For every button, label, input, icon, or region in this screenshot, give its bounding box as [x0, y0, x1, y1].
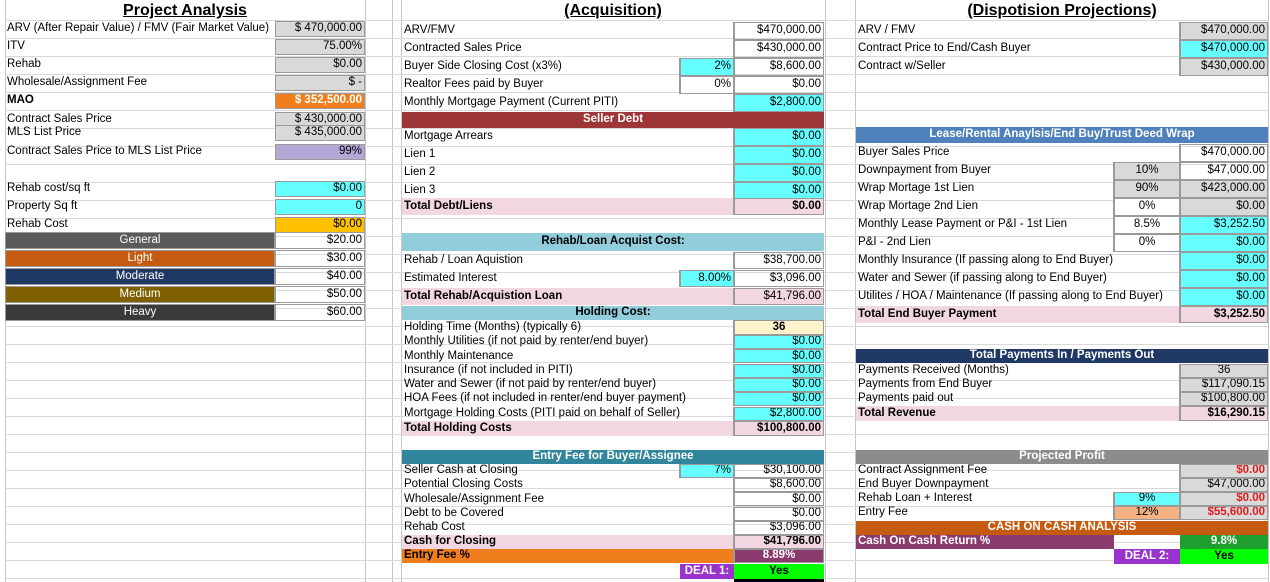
acq-insurance-value[interactable]: $0.00	[734, 364, 824, 378]
rehab-cost-value[interactable]: $0.00	[275, 217, 365, 233]
acq-rc-value[interactable]: $3,096.00	[734, 521, 824, 535]
disp-cocr-label: Cash On Cash Return %	[856, 535, 1114, 549]
disp-cocr-value[interactable]: 9.8%	[1180, 535, 1268, 549]
disp-cws-label: Contract w/Seller	[856, 58, 1180, 76]
disp-bsp-label: Buyer Sales Price	[856, 144, 1180, 162]
analysis-mao-value[interactable]: $ 352,500.00	[275, 93, 365, 109]
acq-utilities-label: Monthly Utilities (if not paid by renter/end buyer)	[402, 335, 734, 349]
analysis-rehab-label: Rehab	[7, 58, 41, 71]
disp-pfeb-value[interactable]: $117,090.15	[1180, 378, 1268, 392]
acq-realtor-label: Realtor Fees paid by Buyer	[402, 76, 680, 94]
deal2-label: DEAL 2:	[1114, 549, 1180, 564]
analysis-arv-value[interactable]: $ 470,000.00	[275, 21, 365, 37]
disp-w2-label: Wrap Mortage 2nd Lien	[856, 198, 1114, 216]
rehab-sqft-label: Rehab cost/sq ft	[7, 182, 91, 195]
disp-tebp-label: Total End Buyer Payment	[856, 306, 1180, 323]
acq-utilities-value[interactable]: $0.00	[734, 335, 824, 349]
acq-arv-value[interactable]: $470,000.00	[734, 22, 824, 40]
acq-bscc-value[interactable]: $8,600.00	[734, 58, 824, 76]
rehab-level-heavy: Heavy	[5, 304, 275, 321]
rehab-level-light-value: $30.00	[275, 250, 365, 267]
disp-cp-label: Contract Price to End/Cash Buyer	[856, 40, 1180, 58]
deal2-value[interactable]: Yes	[1180, 549, 1268, 564]
disp-dp-pct[interactable]: 10%	[1114, 162, 1180, 180]
acq-mortgage-value[interactable]: $2,800.00	[734, 94, 824, 112]
analysis-mls-value[interactable]: $ 435,000.00	[275, 125, 365, 141]
payments-header: Total Payments In / Payments Out	[856, 349, 1268, 363]
acq-csp-label: Contracted Sales Price	[402, 40, 734, 58]
entry-header: Entry Fee for Buyer/Assignee	[402, 450, 824, 464]
acq-total_hold-label: Total Holding Costs	[402, 421, 734, 436]
acq-water-value[interactable]: $0.00	[734, 378, 824, 392]
rehab-level-moderate: Moderate	[5, 268, 275, 285]
disp-ebd-value[interactable]: $47,000.00	[1180, 478, 1268, 492]
acq-total_rehab-value[interactable]: $41,796.00	[734, 288, 824, 305]
rehab-level-light: Light	[5, 250, 275, 267]
seller-debt-header: Seller Debt	[402, 112, 824, 128]
disp-pi2-value[interactable]: $0.00	[1180, 234, 1268, 252]
acq-interest-label: Estimated Interest	[402, 270, 680, 287]
deal1-value[interactable]: Yes	[734, 564, 824, 579]
disp-pfeb-label: Payments from End Buyer	[856, 378, 1180, 392]
rehab-level-medium-value: $50.00	[275, 286, 365, 303]
disp-rli-pct[interactable]: 9%	[1114, 492, 1180, 506]
acq-mhc-label: Mortgage Holding Costs (PITI paid on behalf of Seller)	[402, 407, 734, 421]
disp-pi2-label: P&I - 2nd Lien	[856, 234, 1114, 252]
disp-ebd-label: End Buyer Downpayment	[856, 478, 1180, 492]
analysis-ltv-label: ITV	[7, 40, 25, 53]
disp-ws-value[interactable]: $0.00	[1180, 270, 1268, 288]
rehab-cost-label: Rehab Cost	[7, 218, 68, 231]
acq-arrears-value[interactable]: $0.00	[734, 128, 824, 146]
disp-w2-pct[interactable]: 0%	[1114, 198, 1180, 216]
rehab-level-general-value: $20.00	[275, 232, 365, 249]
rehab-sqft-value[interactable]: $0.00	[275, 181, 365, 197]
acq-insurance-label: Insurance (if not included in PITI)	[402, 364, 734, 378]
acq-mortgage-label: Monthly Mortgage Payment (Current PITI)	[402, 94, 734, 112]
disp-caf-value[interactable]: $0.00	[1180, 464, 1268, 478]
sqft-label: Property Sq ft	[7, 200, 78, 213]
disp-bsp-value[interactable]: $470,000.00	[1180, 144, 1268, 162]
acquisition-title: (Acquisition)	[564, 2, 662, 19]
acq-rehab_loan-label: Rehab / Loan Aquistion	[402, 252, 734, 269]
acq-mhc-value[interactable]: $2,800.00	[734, 407, 824, 421]
disp-pi2-pct[interactable]: 0%	[1114, 234, 1180, 252]
acq-rc-label: Rehab Cost	[402, 521, 734, 535]
acq-realtor-pct[interactable]: 0%	[680, 76, 734, 94]
analysis-title: Project Analysis	[123, 2, 247, 19]
disp-arv-value[interactable]: $470,000.00	[1180, 22, 1268, 40]
disp-util-label: Utilites / HOA / Maintenance (If passing along to End Buyer)	[856, 288, 1180, 306]
disp-arv-label: ARV / FMV	[856, 22, 1180, 40]
rehab-level-medium: Medium	[5, 286, 275, 303]
disp-dp-label: Downpayment from Buyer	[856, 162, 1114, 180]
disp-mi-label: Monthly Insurance (If passing along to End Buyer)	[856, 252, 1180, 270]
disp-mi-value[interactable]: $0.00	[1180, 252, 1268, 270]
analysis-contract-label: Contract Sales Price	[7, 113, 112, 126]
acq-csp-value[interactable]: $430,000.00	[734, 40, 824, 58]
disp-po-value[interactable]: $100,800.00	[1180, 392, 1268, 406]
acq-lien1-value[interactable]: $0.00	[734, 146, 824, 164]
analysis-mls-label: MLS List Price	[7, 126, 82, 139]
rehab-level-moderate-value: $40.00	[275, 268, 365, 285]
disp-ef-value[interactable]: $55,600.00	[1180, 506, 1268, 520]
disposition-title: (Dispotision Projections)	[967, 2, 1157, 19]
disp-cp-value[interactable]: $470,000.00	[1180, 40, 1268, 58]
disp-tr-value[interactable]: $16,290.15	[1180, 406, 1268, 421]
disp-pr-label: Payments Received (Months)	[856, 364, 1180, 378]
disp-rli-label: Rehab Loan + Interest	[856, 492, 1114, 506]
profit-header: Projected Profit	[856, 450, 1268, 464]
coc-header: CASH ON CASH ANALYSIS	[856, 521, 1268, 535]
acq-lien3-value[interactable]: $0.00	[734, 182, 824, 200]
deal1-label: DEAL 1:	[680, 564, 734, 579]
acq-total_rehab-label: Total Rehab/Acquistion Loan	[402, 288, 734, 305]
lease-header: Lease/Rental Anaylsis/End Buy/Trust Deed Wrap	[856, 127, 1268, 143]
acq-seller_cash-pct[interactable]: 7%	[680, 464, 734, 478]
acq-waf-label: Wholesale/Assignment Fee	[402, 492, 734, 506]
acq-realtor-value[interactable]: $0.00	[734, 76, 824, 94]
acq-water-label: Water and Sewer (if not paid by renter/end buyer)	[402, 378, 734, 392]
disp-tr-label: Total Revenue	[856, 406, 1180, 421]
disp-util-value[interactable]: $0.00	[1180, 288, 1268, 306]
disp-cws-value[interactable]: $430,000.00	[1180, 58, 1268, 76]
disp-w2-value[interactable]: $0.00	[1180, 198, 1268, 216]
acq-interest-value[interactable]: $3,096.00	[734, 270, 824, 287]
analysis-rehab-value[interactable]: $0.00	[275, 57, 365, 73]
acq-hold_time-value[interactable]: 36	[734, 320, 824, 335]
acq-maintenance-value[interactable]: $0.00	[734, 349, 824, 363]
disp-ef-pct[interactable]: 12%	[1114, 506, 1180, 520]
acq-entry-pct-value[interactable]: 8.89%	[734, 549, 824, 563]
analysis-ltv-value[interactable]: 75.00%	[275, 39, 365, 55]
disp-caf-label: Contract Assignment Fee	[856, 464, 1180, 478]
acq-pcc-value[interactable]: $8,600.00	[734, 478, 824, 492]
analysis-ratio-label: Contract Sales Price to MLS List Price	[7, 145, 202, 158]
disp-ef-label: Entry Fee	[856, 506, 1114, 520]
disp-tebp-value[interactable]: $3,252.50	[1180, 306, 1268, 323]
acq-rehab_loan-value[interactable]: $38,700.00	[734, 252, 824, 269]
disp-mlp-value[interactable]: $3,252.50	[1180, 216, 1268, 234]
disp-mlp-pct[interactable]: 8.5%	[1114, 216, 1180, 234]
acq-waf-value[interactable]: $0.00	[734, 492, 824, 506]
acq-total_debt-value[interactable]: $0.00	[734, 198, 824, 215]
acq-arrears-label: Mortgage Arrears	[402, 128, 734, 146]
disp-w1-value[interactable]: $423,000.00	[1180, 180, 1268, 198]
acq-cfc-value[interactable]: $41,796.00	[734, 535, 824, 549]
holding-header: Holding Cost:	[402, 306, 824, 320]
analysis-arv-label: ARV (After Repair Value) / FMV (Fair Market Value)	[7, 22, 270, 35]
acq-hoa-value[interactable]: $0.00	[734, 392, 824, 406]
acq-lien1-label: Lien 1	[402, 146, 734, 164]
acq-lien3-label: Lien 3	[402, 182, 734, 200]
acq-dtbc-value[interactable]: $0.00	[734, 507, 824, 521]
rehab-loan-header: Rehab/Loan Acquist Cost:	[402, 233, 824, 251]
analysis-wholesale-label: Wholesale/Assignment Fee	[7, 76, 147, 89]
rehab-level-general: General	[5, 232, 275, 249]
acq-dtbc-label: Debt to be Covered	[402, 507, 734, 521]
acq-bscc-pct[interactable]: 2%	[680, 58, 734, 76]
acq-hold_time-label: Holding Time (Months) (typically 6)	[402, 320, 734, 335]
analysis-mao-label: MAO	[7, 94, 34, 107]
acq-lien2-value[interactable]: $0.00	[734, 164, 824, 182]
disp-w1-pct[interactable]: 90%	[1114, 180, 1180, 198]
acq-bscc-label: Buyer Side Closing Cost (x3%)	[402, 58, 680, 76]
acq-lien2-label: Lien 2	[402, 164, 734, 182]
rehab-level-heavy-value: $60.00	[275, 304, 365, 321]
disp-po-label: Payments paid out	[856, 392, 1180, 406]
acq-hoa-label: HOA Fees (if not included in renter/end buyer payment)	[402, 392, 734, 406]
disp-w1-label: Wrap Mortage 1st Lien	[856, 180, 1114, 198]
disp-mlp-label: Monthly Lease Payment or P&I - 1st Lien	[856, 216, 1114, 234]
disp-dp-value[interactable]: $47,000.00	[1180, 162, 1268, 180]
acq-seller_cash-value[interactable]: $30,100.00	[734, 464, 824, 478]
acq-total_hold-value[interactable]: $100,800.00	[734, 421, 824, 436]
acq-pcc-label: Potential Closing Costs	[402, 478, 734, 492]
disp-rli-value[interactable]: $0.00	[1180, 492, 1268, 506]
analysis-ratio-value[interactable]: 99%	[275, 144, 365, 160]
analysis-contract-value[interactable]: $ 430,000.00	[275, 112, 365, 128]
disp-ws-label: Water and Sewer (if passing along to End Buyer)	[856, 270, 1180, 288]
sqft-value[interactable]: 0	[275, 199, 365, 215]
acq-total_debt-label: Total Debt/Liens	[402, 198, 734, 215]
acq-seller_cash-label: Seller Cash at Closing	[402, 464, 680, 478]
analysis-wholesale-value[interactable]: $ -	[275, 75, 365, 91]
acq-arv-label: ARV/FMV	[402, 22, 734, 40]
acq-interest-pct[interactable]: 8.00%	[680, 270, 734, 287]
acq-entry-pct-label: Entry Fee %	[402, 549, 734, 563]
acq-maintenance-label: Monthly Maintenance	[402, 349, 734, 363]
acq-cfc-label: Cash for Closing	[402, 535, 734, 549]
disp-pr-value[interactable]: 36	[1180, 364, 1268, 378]
